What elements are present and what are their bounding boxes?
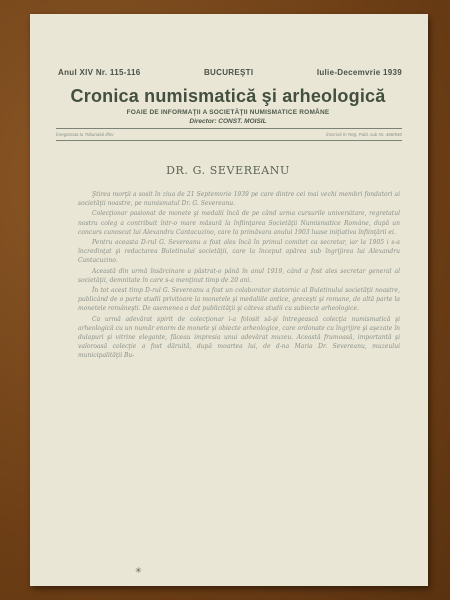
paragraph: Colecţionar pasionat de monete şi medalii încă de pe când urma cursurile universitare, regretatul nostru coleg a contribuit într-o mare măsură la înfiinţarea Societăţii Numismatice Române, după un concurs cunoscut lui Alexandru Cantacuzino, care la primăvara anului 1903 luase iniţiativa înfiinţării ei. — [78, 210, 400, 236]
asterisk-mark: ✳ — [135, 566, 142, 575]
paragraph: Această din urmă însărcinare a păstrat-o până în anul 1919, când a fost ales secretar general al societăţii, demnitate în care s-a menţinut timp de 20 ani. — [78, 267, 400, 284]
registration-right: Înscrisă în Reg. Publ. sub Nr. 466/940 — [326, 132, 402, 137]
article-heading: DR. G. SEVEREANU — [166, 164, 290, 177]
masthead-top-line — [58, 68, 402, 77]
city: BUCUREŞTI — [203, 68, 254, 77]
masthead-rule-bottom — [56, 140, 402, 141]
journal-page — [30, 14, 428, 586]
issue-number: Anul XIV Nr. 115-116 — [58, 68, 141, 77]
masthead-rule-top — [56, 128, 402, 129]
registration-left: Înregistrata la Tribunalul Ilfov — [56, 132, 114, 137]
journal-title: Cronica numismatică şi arheologică — [70, 86, 386, 106]
paragraph: Ştirea morţii a sosit în ziua de 21 Septemvrie 1939 pe care dintre cei mai vechi membri fondatori ai societăţii noastre, pe numismatul Dr. G. Severeanu. — [78, 191, 400, 208]
journal-director: Director: CONST. MOISIL — [189, 118, 267, 125]
paragraph: Ca urmă adevărat spirit de colecţionar i-a folosit să-şi întregească colecţia numismatică şi arheologică cu un număr enorm de monete şi obiecte arheologice, care ordonate cu îngrijire şi aşezate în dulapuri şi vitrine elegante, făceau impresia unui adevărat muzeu. Această frumoasă, importantă şi valoroasă colecţie a fost dăruită, după moartea lui, de d-na Maria Dr. Severeanu, muzeului municipalităţii Bu- — [78, 315, 400, 360]
journal-subtitle: FOAIE DE INFORMAŢII A SOCIETĂŢII NUMISMATICE ROMÂNE — [126, 109, 330, 116]
registration-line — [56, 132, 402, 137]
issue-date: Iulie-Decemvrie 1939 — [316, 68, 402, 77]
paragraph: Pentru aceasta D-rul G. Severeanu a fost ales încă în primul comitet ca secretar, iar la 1905 i s-a încredinţat şi redactarea Buletinului societăţii, care la început apărea sub îngrijirea lui Alexandru Cantacuzino. — [78, 239, 400, 265]
paragraph: În tot acest timp D-rul G. Severeanu a fost un colaborator statornic al Buletinului societăţii noastre, publicând de o parte studii privitoare la monetele şi medaliile antice, greceşti şi romane, de altă parte la monetele româneşti. De asemenea a dat publicităţii şi câteva studii cu subiecte arheologice. — [78, 287, 400, 313]
article-body — [78, 190, 400, 362]
